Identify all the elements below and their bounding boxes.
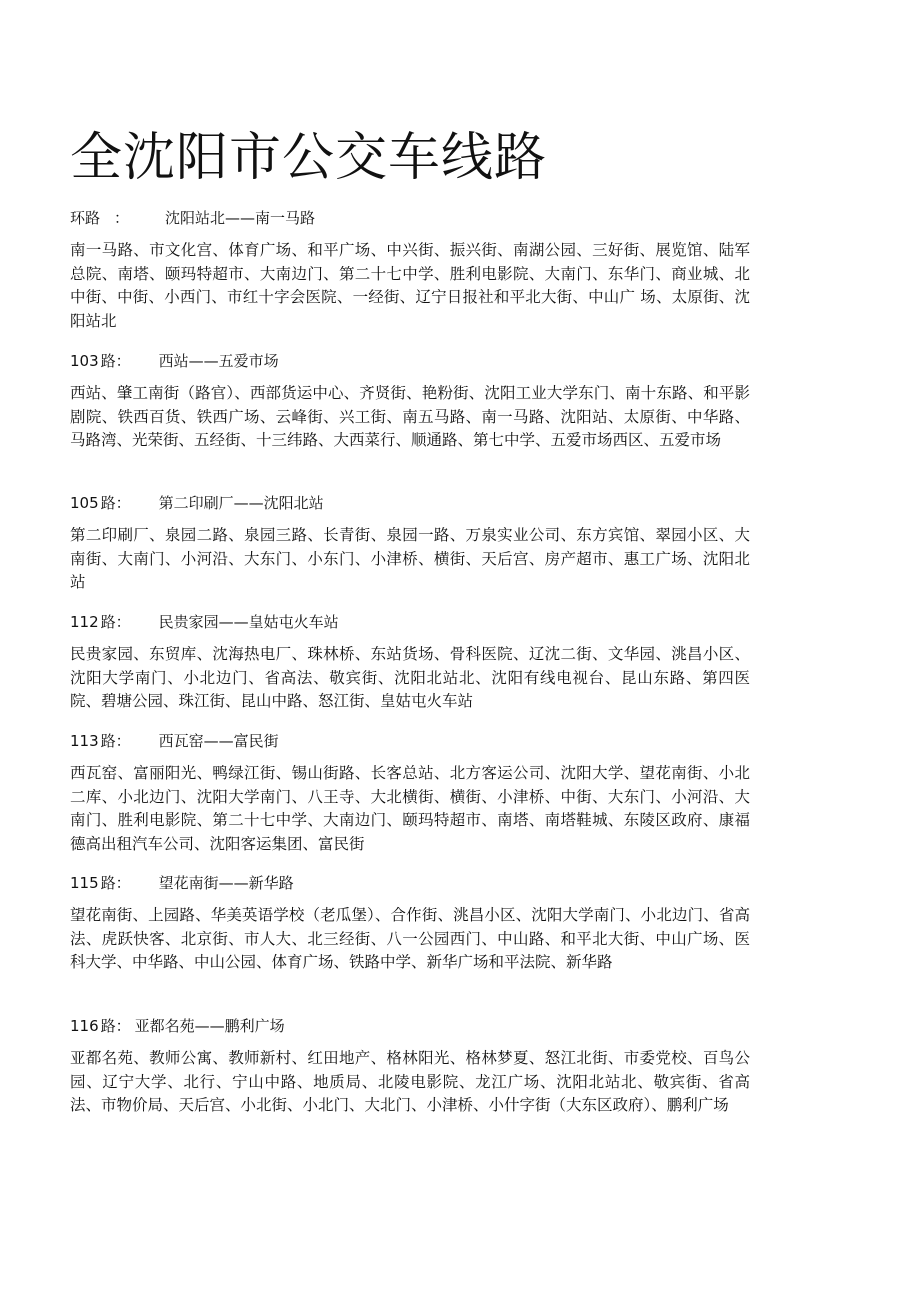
route-header [70, 730, 750, 752]
route-terminals: 民贵家园——皇姑屯火车站 [158, 613, 339, 631]
route-section [70, 207, 750, 333]
route-number: 105 [70, 494, 99, 512]
route-header [70, 872, 750, 894]
route-header [70, 1015, 750, 1037]
route-number: 116 [70, 1017, 99, 1035]
route-terminals: 西瓦窑——富民街 [158, 732, 279, 750]
route-header [70, 207, 750, 229]
route-separator: 路： [100, 352, 131, 370]
route-section [70, 350, 750, 453]
route-stops: 民贵家园、东贸库、沈海热电厂、珠林桥、东站货场、骨科医院、辽沈二街、文华园、洮昌小区、沈阳大学南门、小北边门、省高法、敬宾街、沈阳北站北、沈阳有线电视台、昆山东路、第四医院、碧塘公园、珠江街、昆山中路、怒江街、皇姑屯火车站 [70, 645, 750, 710]
route-separator: ： [114, 209, 130, 227]
route-number: 环路 [70, 209, 101, 227]
route-terminals: 望花南街——新华路 [158, 874, 294, 892]
route-stops: 西站、肇工南街（路官）、西部货运中心、齐贤街、艳粉街、沈阳工业大学东门、南十东路、和平影剧院、铁西百货、铁西广场、云峰街、兴工街、南五马路、南一马路、沈阳站、太原街、中华路、马路湾、光荣街、五经街、十三纬路、大西菜行、顺通路、第七中学、五爱市场西区、五爱市场 [70, 384, 750, 449]
route-section [70, 730, 750, 856]
route-terminals: 亚都名苑——鹏利广场 [134, 1017, 285, 1035]
route-header [70, 350, 750, 372]
route-separator: 路： [100, 613, 131, 631]
route-separator: 路： [100, 1017, 131, 1035]
route-stops: 南一马路、市文化宫、体育广场、和平广场、中兴街、振兴街、南湖公园、三好街、展览馆、陆军总院、南塔、颐玛特超市、大南边门、第二十七中学、胜利电影院、大南门、东华门、商业城、北中街、中街、小西门、市红十字会医院、一经街、辽宁日报社和平北大街、中山广 场、太原街、沈阳站北 [70, 241, 750, 330]
route-section [70, 611, 750, 714]
route-stops: 第二印刷厂、泉园二路、泉园三路、长青街、泉园一路、万泉实业公司、东方宾馆、翠园小区、大南街、大南门、小河沿、大东门、小东门、小津桥、横街、天后宫、房产超市、惠工广场、沈阳北站 [70, 526, 750, 591]
page-title: 全沈阳市公交车线路 [70, 128, 548, 188]
route-stops: 西瓦窑、富丽阳光、鸭绿江街、锡山街路、长客总站、北方客运公司、沈阳大学、望花南街、小北二库、小北边门、沈阳大学南门、八王寺、大北横街、横街、小津桥、中街、大东门、小河沿、大南门、胜利电影院、第二十七中学、大南边门、颐玛特超市、南塔、南塔鞋城、东陵区政府、康福德高出租汽车公司、沈阳客运集团、富民街 [70, 764, 750, 853]
route-number: 103 [70, 352, 99, 370]
route-stops: 望花南街、上园路、华美英语学校（老瓜堡）、合作街、洮昌小区、沈阳大学南门、小北边门、省高法、虎跃快客、北京街、市人大、北三经街、八一公园西门、中山路、和平北大街、中山广场、医科大学、中华路、中山公园、体育广场、铁路中学、新华广场和平法院、新华路 [70, 906, 750, 971]
route-separator: 路： [100, 874, 131, 892]
route-section [70, 1015, 750, 1118]
route-header [70, 611, 750, 633]
route-section [70, 492, 750, 595]
route-terminals: 沈阳站北——南一马路 [165, 209, 316, 227]
route-number: 112 [70, 613, 99, 631]
route-stops: 亚都名苑、教师公寓、教师新村、红田地产、格林阳光、格林梦夏、怒江北街、市委党校、百鸟公园、辽宁大学、北行、宁山中路、地质局、北陵电影院、龙江广场、沈阳北站北、敬宾街、省高法、市物价局、天后宫、小北街、小北门、大北门、小津桥、小什字街（大东区政府）、鹏利广场 [70, 1049, 750, 1114]
route-number: 113 [70, 732, 99, 750]
route-header [70, 492, 750, 514]
route-terminals: 第二印刷厂——沈阳北站 [158, 494, 324, 512]
route-separator: 路： [100, 494, 131, 512]
route-section [70, 872, 750, 975]
route-separator: 路： [100, 732, 131, 750]
route-terminals: 西站——五爱市场 [158, 352, 279, 370]
route-number: 115 [70, 874, 99, 892]
